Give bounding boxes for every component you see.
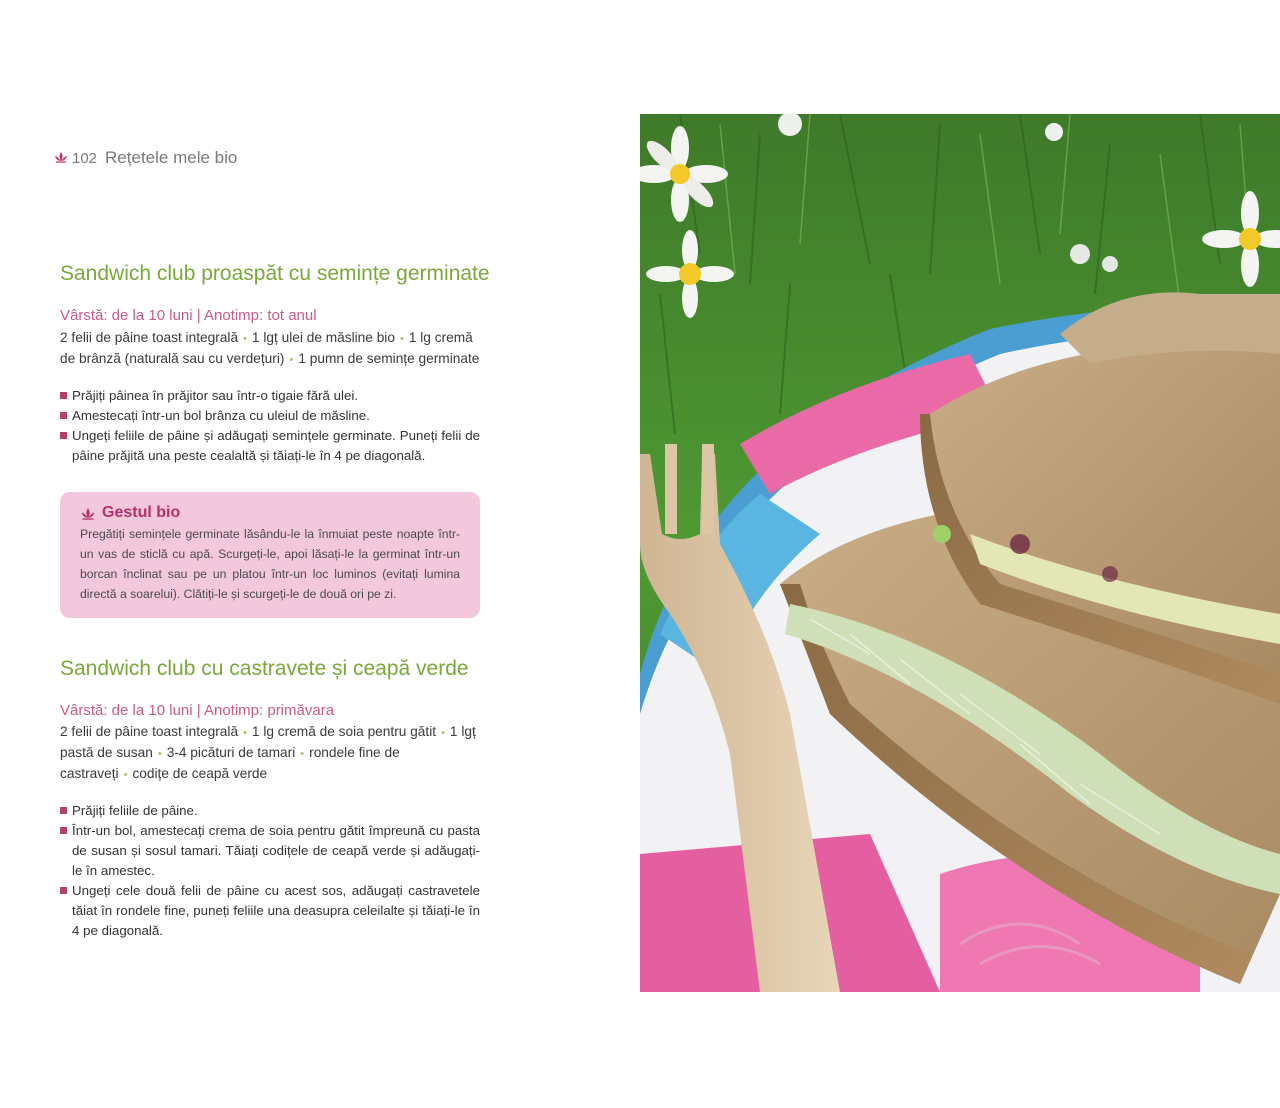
separator-dot: •: [123, 769, 128, 781]
book-title: Rețetele mele bio: [105, 148, 238, 167]
ingredient: 1 lg cremă de brânză (naturală sau cu verdețuri): [60, 330, 473, 366]
page-number: 102: [72, 150, 98, 167]
step-text: Într-un bol, amestecați crema de soia pentru gătit împreună cu pasta de susan și sosul tamari. Tăiați codițele de ceapă verde și adăugați-le în amestec.: [72, 823, 480, 878]
square-bullet-icon: [60, 392, 67, 399]
step-item: [60, 801, 480, 821]
ingredient: 1 lgț ulei de măsline bio: [251, 330, 395, 345]
separator-dot: •: [300, 748, 305, 760]
ingredient: 1 lgț pastă de susan: [60, 724, 476, 760]
step-item: [60, 426, 480, 466]
tip-header: [80, 504, 460, 522]
step-text: Amestecați într-un bol brânza cu uleiul de măsline.: [72, 408, 370, 423]
separator-dot: •: [399, 333, 404, 345]
recipe-1-title: Sandwich club proaspăt cu semințe germinate: [60, 262, 490, 285]
ingredient: 2 felii de pâine toast integrală: [60, 330, 239, 345]
sandwich-photo: [640, 114, 1280, 992]
step-text: Ungeți feliile de pâine și adăugați semințele germinate. Puneți felii de pâine prăjită una peste cealaltă și tăiați-le în 4 pe diagonală.: [72, 428, 480, 463]
square-bullet-icon: [60, 827, 67, 834]
separator-dot: •: [243, 727, 247, 739]
separator-dot: •: [243, 333, 247, 345]
recipe-2-ingredients: [60, 722, 480, 785]
ingredient: 2 felii de pâine toast integrală: [60, 724, 239, 739]
running-header: [54, 148, 237, 168]
lotus-icon: [80, 507, 96, 520]
ingredient: rondele fine de castraveți: [60, 745, 400, 781]
step-item: [60, 821, 480, 881]
recipe-2-steps: [60, 801, 480, 941]
recipe-1-steps: [60, 386, 480, 466]
square-bullet-icon: [60, 807, 67, 814]
separator-dot: •: [289, 354, 294, 366]
recipe-1-meta: Vârstă: de la 10 luni | Anotimp: tot anul: [60, 307, 317, 324]
step-item: [60, 881, 480, 941]
ingredient: 1 lg cremă de soia pentru gătit: [251, 724, 437, 739]
recipe-2-meta: Vârstă: de la 10 luni | Anotimp: primăvara: [60, 702, 335, 719]
ingredient: codițe de ceapă verde: [132, 766, 268, 781]
separator-dot: •: [441, 727, 445, 739]
tip-body: Pregătiți semințele germinate lăsându-le la înmuiat peste noapte într-un vas de sticlă cu apă. Scurgeți-le, apoi lăsați-le la germinat într-un borcan înclinat sau pe un platou într-un loc luminos (evitați lumina directă a soarelui). Clătiți-le și scurgeți-le de două ori pe zi.: [80, 527, 460, 601]
ingredient: 3-4 picături de tamari: [166, 745, 296, 760]
lotus-icon: [54, 151, 68, 163]
ingredient: 1 pumn de semințe germinate: [298, 351, 480, 366]
step-text: Prăjiți pâinea în prăjitor sau într-o tigaie fără ulei.: [72, 388, 359, 403]
tip-title: Gestul bio: [102, 504, 181, 521]
square-bullet-icon: [60, 432, 67, 439]
step-item: [60, 406, 480, 426]
recipe-2-title: Sandwich club cu castravete și ceapă verde: [60, 657, 469, 680]
square-bullet-icon: [60, 412, 67, 419]
step-text: Prăjiți feliile de pâine.: [72, 803, 198, 818]
separator-dot: •: [157, 748, 162, 760]
recipe-1-ingredients: [60, 328, 480, 370]
step-text: Ungeți cele două felii de pâine cu acest sos, adăugați castravetele tăiat în rondele fine, puneți feliile una deasupra celeilalte și tăiați-le în 4 pe diagonală.: [72, 883, 480, 938]
tip-box: [60, 492, 480, 618]
step-item: [60, 386, 480, 406]
square-bullet-icon: [60, 887, 67, 894]
